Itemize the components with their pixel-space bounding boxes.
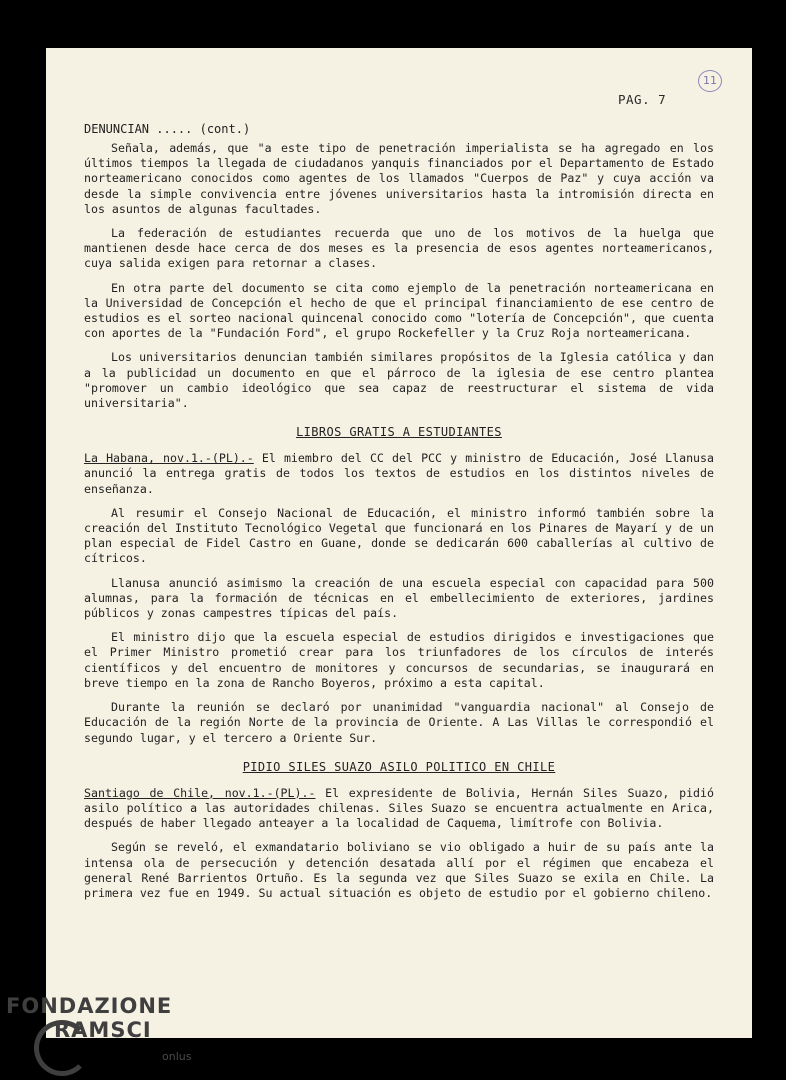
headline-libros: LIBROS GRATIS A ESTUDIANTES [296,425,502,440]
paragraph: Según se reveló, el exmandatario boliviano se vio obligado a huir de su país ante la intensa ola de persecución y detención desatada allí por el régimen que encabeza el general René Barrientos Ortuño. Es la segunda vez que Siles Suazo se exila en Chile. La primera vez fue en 1949. Su actual situación es objeto de estudio por el gobierno chileno. [84,840,714,900]
dateline: Santiago de Chile, nov.1.-(PL).- [84,785,316,800]
watermark-onlus: onlus [162,1050,192,1063]
paragraph: Señala, además, que "a este tipo de penetración imperialista se ha agregado en los últimos tiempos la llegada de ciudadanos yanquis financiados por el Departamento de Estado norteamericano conocidos como agentes de los llamados "Cuerpos de Paz" y cuya acción va desde la simple convivencia entre jóvenes universitarios hasta la intromisión directa en los asuntos de algunas facultades. [84,141,714,216]
watermark-line1: FONDAZIONE [6,994,173,1018]
document-body [84,122,714,910]
paragraph-lead: Santiago de Chile, nov.1.-(PL).- El expresidente de Bolivia, Hernán Siles Suazo, pidió asilo político a las autoridades chilenas. Siles Suazo se encuentra actualmente en Arica, después de haber llegado anteayer a la localidad de Caquema, limítrofe con Bolivia. [84,785,714,831]
paragraph: El ministro dijo que la escuela especial de estudios dirigidos e investigaciones que el Primer Ministro prometió crear para los triunfadores de los círculos de interés científicos y del encuentro de monitores y concursos de secundarias, se inaugurará en breve tiempo en la zona de Rancho Boyeros, próximo a esta capital. [84,630,714,690]
paragraph: Durante la reunión se declaró por unanimidad "vanguardia nacional" al Consejo de Educación de la región Norte de la provincia de Oriente. A Las Villas le correspondió el segundo lugar, y el tercero a Oriente Sur. [84,700,714,745]
continuation-header: DENUNCIAN ..... (cont.) [84,122,251,136]
paragraph: Llanusa anunció asimismo la creación de una escuela especial con capacidad para 500 alumnas, para la formación de técnicas en el embellecimiento de exteriores, jardines públicos y zonas campestres típicas del país. [84,575,714,621]
archive-number: 11 [698,70,722,92]
paragraph: Los universitarios denuncian también similares propósitos de la Iglesia católica y dan a la publicidad un documento en que el párroco de la iglesia de ese centro plantea "promover un cambio ideológico que sea capaz de reestructurar el sistema de vida universitaria". [84,350,714,411]
paragraph: En otra parte del documento se cita como ejemplo de la penetración norteamericana en la Universidad de Concepción el hecho de que el principal financiamiento de ese centro de estudios es el sorteo nacional quincenal conocido como "lotería de Concepción", que cuenta con aportes de la "Fundación Ford", el grupo Rockefeller y la Cruz Roja norteamericana. [84,280,714,341]
fondazione-gramsci-watermark [6,994,206,1074]
page-number: PAG. 7 [618,92,667,107]
watermark-line2: RAMSCI [54,1018,152,1042]
document-page [46,48,752,1038]
paragraph: La federación de estudiantes recuerda que uno de los motivos de la huelga que mantienen desde hace cerca de dos meses es la presencia de esos agentes norteamericanos, cuya salida exigen para retornar a clases. [84,226,714,271]
paragraph-lead: La Habana, nov.1.-(PL).- El miembro del CC del PCC y ministro de Educación, José Llanusa anunció la entrega gratis de todos los textos de estudios en los distintos niveles de enseñanza. [84,451,714,496]
headline-siles: PIDIO SILES SUAZO ASILO POLITICO EN CHILE [242,759,556,774]
paragraph: Al resumir el Consejo Nacional de Educación, el ministro informó también sobre la creación del Instituto Tecnológico Vegetal que funcionará en los Pinares de Mayarí y de un plan especial de Fidel Castro en Guane, donde se dedicarán 600 caballerías al cultivo de cítricos. [84,505,714,566]
dateline: La Habana, nov.1.-(PL).- [84,451,254,466]
